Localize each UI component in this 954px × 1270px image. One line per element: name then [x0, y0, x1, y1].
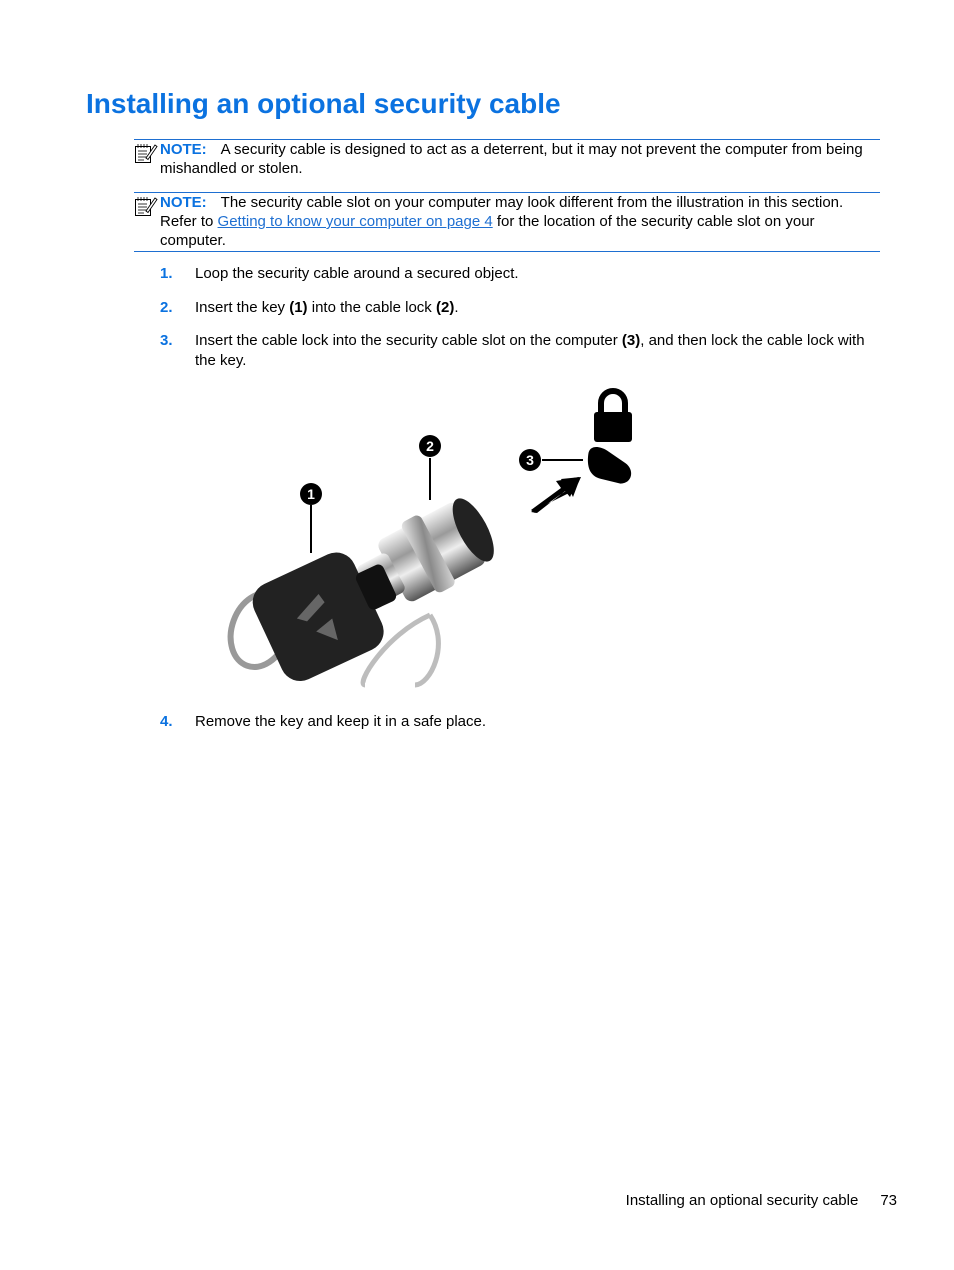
note-box: [134, 192, 880, 252]
step-number: 3.: [160, 332, 173, 349]
callout-3-label: 3: [526, 452, 534, 468]
step-item: [160, 331, 880, 371]
step-callout-ref: (2): [435, 299, 455, 316]
step-text: [195, 331, 880, 371]
note-text: [160, 193, 880, 250]
step-item: [160, 712, 880, 732]
page-footer: [626, 1192, 897, 1209]
step-text: [195, 298, 880, 318]
step-callout-ref: (3): [621, 332, 641, 349]
step-text: Remove the key and keep it in a safe place.: [195, 713, 487, 730]
step-number: 2.: [160, 299, 173, 316]
step-text: Loop the security cable around a secured object.: [195, 265, 519, 282]
note-label: NOTE:: [160, 194, 207, 211]
cable-lock-illustration: [215, 385, 640, 695]
callout-2-label: 2: [426, 438, 434, 454]
page-title: Installing an optional security cable: [86, 88, 561, 119]
step-item: [160, 264, 880, 284]
step-text-part: , and then lock the cable lock with the key.: [195, 332, 865, 369]
step-number: 1.: [160, 265, 173, 282]
step-text-part: Insert the key: [195, 299, 290, 316]
step-number: 4.: [160, 713, 173, 730]
padlock-icon: [594, 391, 632, 442]
footer-section-title: Installing an optional security cable: [625, 1192, 859, 1209]
step-callout-ref: (1): [289, 299, 308, 316]
step-item: [160, 298, 880, 318]
note-icon: [134, 141, 158, 165]
note-body-end: for the location of the security cable slot on your computer.: [160, 213, 815, 249]
note-body: The security cable slot on your computer may look different from the illustration in this section. Refer to: [160, 194, 844, 230]
step-text-part: into the cable lock: [307, 299, 436, 316]
cable-slot-icon: [585, 446, 634, 485]
note-box: [134, 139, 880, 178]
note-icon: [134, 194, 158, 218]
page-number: 73: [880, 1192, 897, 1209]
note-text: [160, 140, 880, 178]
note-label: NOTE:: [160, 141, 207, 158]
callout-1-label: 1: [307, 486, 315, 502]
step-text-part: .: [454, 299, 459, 316]
step-text-part: Insert the cable lock into the security cable slot on the computer: [195, 332, 622, 349]
note-body: A security cable is designed to act as a deterrent, but it may not prevent the computer from being mishandled or stolen.: [160, 141, 863, 177]
cross-reference-link[interactable]: Getting to know your computer on page 4: [217, 213, 493, 230]
